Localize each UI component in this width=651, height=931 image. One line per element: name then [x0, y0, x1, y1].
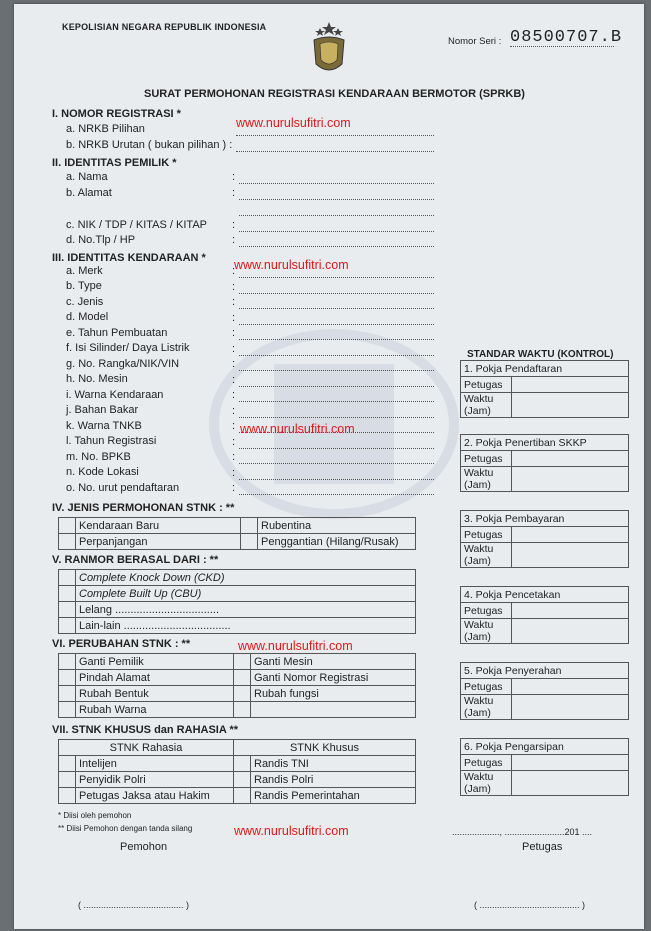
form-paper [14, 4, 644, 929]
petugas-label: Petugas [461, 679, 512, 695]
petugas-label: Petugas [461, 377, 512, 393]
waktu-field[interactable] [512, 467, 629, 492]
pokja-title: 5. Pokja Penyerahan [461, 663, 629, 679]
petugas-field[interactable] [512, 527, 629, 543]
footnote-2: ** Diisi Pemohon dengan tanda silang [58, 824, 193, 833]
vehicle-field-2[interactable] [239, 308, 434, 309]
pokja-title: 2. Pokja Penertiban SKKP [461, 435, 629, 451]
randis-tni-option: Randis TNI [251, 756, 416, 772]
section-1-title: I. NOMOR REGISTRASI * [52, 108, 181, 120]
pokja-title: 1. Pokja Pendaftaran [461, 361, 629, 377]
colon: : [232, 451, 236, 463]
checkbox[interactable] [234, 756, 251, 772]
jam-text: (Jam) [464, 555, 491, 567]
petugas-label: Petugas [461, 603, 512, 619]
waktu-field[interactable] [512, 393, 629, 418]
petugas-field[interactable] [512, 377, 629, 393]
ganti-nomor-option: Ganti Nomor Registrasi [251, 670, 416, 686]
tahun-pembuatan-label: e. Tahun Pembuatan [66, 327, 168, 339]
checkbox[interactable] [234, 654, 251, 670]
petugas-jaksa-option: Petugas Jaksa atau Hakim [76, 788, 234, 804]
waktu-label [461, 467, 512, 492]
petugas-signature-line[interactable]: ( ........................................ ) [474, 900, 586, 910]
colon: : [232, 373, 236, 386]
no-rangka-label: g. No. Rangka/NIK/VIN [66, 358, 180, 370]
section-7-title: VII. STNK KHUSUS dan RAHASIA ** [52, 724, 239, 736]
standar-waktu-title: STANDAR WAKTU (KONTROL) [467, 349, 614, 360]
colon: : [232, 358, 236, 370]
checkbox[interactable] [59, 756, 76, 772]
waktu-label [461, 771, 512, 796]
pokja-table [460, 510, 629, 568]
checkbox[interactable] [59, 670, 76, 686]
nik-label: c. NIK / TDP / KITAS / KITAP [66, 219, 207, 231]
kode-lokasi-label: n. Kode Lokasi [66, 466, 139, 478]
vehicle-field-6[interactable] [239, 370, 434, 371]
checkbox[interactable] [241, 534, 258, 550]
watermark-text: www.nurulsufitri.com [238, 639, 353, 653]
checkbox[interactable] [234, 686, 251, 702]
vehicle-field-8[interactable] [239, 401, 434, 402]
colon: : [232, 420, 236, 432]
waktu-field[interactable] [512, 543, 629, 568]
watermark-text: www.nurulsufitri.com [240, 422, 355, 436]
vehicle-field-9[interactable] [239, 417, 434, 418]
nrkb-urutan-field[interactable] [236, 151, 434, 152]
nrkb-pilihan-field[interactable] [236, 135, 434, 136]
checkbox[interactable] [59, 788, 76, 804]
colon: : [232, 327, 236, 339]
watermark-text: www.nurulsufitri.com [234, 258, 349, 272]
form-title: SURAT PERMOHONAN REGISTRASI KENDARAAN BERMOTOR (SPRKB) [144, 88, 525, 100]
type-label: b. Type [66, 280, 102, 292]
alamat-field-1[interactable] [239, 199, 434, 200]
tahun-registrasi-label: l. Tahun Registrasi [66, 435, 157, 447]
alamat-label: b. Alamat [66, 187, 112, 199]
colon: : [232, 219, 236, 231]
lain-lain-option: Lain-lain ................................... [76, 618, 416, 634]
vehicle-field-13[interactable] [239, 479, 434, 480]
lelang-option: Lelang .................................. [76, 602, 416, 618]
cbu-option: Complete Built Up (CBU) [76, 586, 416, 602]
rubentina-option: Rubentina [258, 518, 416, 534]
pokja-table [460, 360, 629, 418]
waktu-text: Waktu [464, 619, 494, 631]
checkbox[interactable] [59, 602, 76, 618]
petugas-label: Petugas [461, 755, 512, 771]
penyidik-polri-option: Penyidik Polri [76, 772, 234, 788]
waktu-text: Waktu [464, 543, 494, 555]
jam-text: (Jam) [464, 631, 491, 643]
jam-text: (Jam) [464, 405, 491, 417]
pokja-table [460, 662, 629, 720]
pemohon-signature-line[interactable]: ( ........................................ ) [78, 900, 190, 910]
colon: : [232, 234, 236, 246]
nrkb-pilihan-label: a. NRKB Pilihan [66, 123, 145, 135]
merk-label: a. Merk [66, 265, 103, 277]
vehicle-field-10[interactable] [239, 432, 434, 433]
pindah-alamat-option: Pindah Alamat [76, 670, 234, 686]
colon: : [232, 389, 236, 401]
checkbox[interactable] [241, 518, 258, 534]
police-emblem-icon [306, 22, 352, 76]
randis-pemerintahan-option: Randis Pemerintahan [251, 788, 416, 804]
kendaraan-baru-option: Kendaraan Baru [76, 518, 241, 534]
model-label: d. Model [66, 311, 109, 323]
vehicle-field-14[interactable] [239, 494, 434, 495]
checkbox[interactable] [234, 772, 251, 788]
pokja-title: 3. Pokja Pembayaran [461, 511, 629, 527]
vehicle-field-12[interactable] [239, 463, 434, 464]
serial-label: Nomor Seri : [448, 36, 502, 47]
checkbox[interactable] [59, 702, 76, 718]
checkbox[interactable] [59, 654, 76, 670]
perpanjangan-option: Perpanjangan [76, 534, 241, 550]
penggantian-option: Penggantian (Hilang/Rusak) [258, 534, 416, 550]
section-3-title: III. IDENTITAS KENDARAAN * [52, 252, 206, 264]
waktu-field[interactable] [512, 771, 629, 796]
no-mesin-label: h. No. Mesin [66, 373, 128, 385]
waktu-field[interactable] [512, 619, 629, 644]
jam-text: (Jam) [464, 707, 491, 719]
waktu-label [461, 543, 512, 568]
waktu-label [461, 619, 512, 644]
alamat-field-2[interactable] [239, 215, 434, 216]
colon: : [232, 171, 236, 183]
vehicle-field-4[interactable] [239, 339, 434, 340]
section-5-title: V. RANMOR BERASAL DARI : ** [52, 554, 219, 566]
rubah-bentuk-option: Rubah Bentuk [76, 686, 234, 702]
checkbox[interactable] [59, 586, 76, 602]
telp-label: d. No.Tlp / HP [66, 234, 136, 246]
colon: : [232, 187, 236, 199]
watermark-text: www.nurulsufitri.com [236, 116, 351, 130]
jam-text: (Jam) [464, 479, 491, 491]
waktu-text: Waktu [464, 467, 494, 479]
waktu-text: Waktu [464, 393, 494, 405]
checkbox[interactable] [59, 534, 76, 550]
colon: : [232, 311, 236, 324]
vehicle-field-11[interactable] [239, 448, 434, 449]
ckd-option: Complete Knock Down (CKD) [76, 570, 416, 586]
colon: : [232, 265, 236, 277]
pokja-table [460, 738, 629, 796]
checkbox[interactable] [59, 518, 76, 534]
petugas-label: Petugas [522, 841, 563, 853]
colon: : [232, 404, 236, 417]
waktu-field[interactable] [512, 695, 629, 720]
waktu-text: Waktu [464, 771, 494, 783]
date-line[interactable]: ..................., ........................201 .... [452, 827, 593, 837]
rubah-warna-option: Rubah Warna [76, 702, 234, 718]
section-2-title: II. IDENTITAS PEMILIK * [52, 157, 177, 169]
bahan-bakar-label: j. Bahan Bakar [66, 404, 139, 416]
colon: : [232, 280, 236, 293]
pemohon-label: Pemohon [120, 841, 168, 853]
isi-silinder-label: f. Isi Silinder/ Daya Listrik [66, 342, 190, 354]
petugas-field[interactable] [512, 755, 629, 771]
section-4-title: IV. JENIS PERMOHONAN STNK : ** [52, 502, 235, 514]
stnk-khusus-table [58, 739, 416, 804]
vehicle-field-7[interactable] [239, 386, 434, 387]
petugas-field[interactable] [512, 603, 629, 619]
petugas-field[interactable] [512, 451, 629, 467]
telp-field[interactable] [239, 246, 434, 247]
checkbox[interactable] [234, 702, 251, 718]
colon: : [232, 342, 236, 355]
ranmor-asal-table [58, 569, 416, 634]
vehicle-field-0[interactable] [239, 277, 434, 278]
checkbox[interactable] [59, 686, 76, 702]
waktu-label [461, 393, 512, 418]
intelijen-option: Intelijen [76, 756, 234, 772]
pokja-table [460, 434, 629, 492]
pokja-title: 6. Pokja Pengarsipan [461, 739, 629, 755]
nama-field[interactable] [239, 183, 434, 184]
vehicle-field-1[interactable] [239, 293, 434, 294]
petugas-field[interactable] [512, 679, 629, 695]
no-urut-label: o. No. urut pendaftaran [66, 482, 180, 494]
empty-cell [251, 702, 416, 718]
stnk-khusus-header: STNK Khusus [234, 740, 416, 756]
serial-number: 08500707.B [510, 28, 623, 47]
nrkb-urutan-label: b. NRKB Urutan ( bukan pilihan ) : [66, 139, 233, 151]
colon: : [232, 296, 236, 308]
no-bpkb-label: m. No. BPKB [66, 451, 131, 463]
warna-kendaraan-label: i. Warna Kendaraan [66, 389, 164, 401]
checkbox[interactable] [59, 570, 76, 586]
colon: : [232, 435, 236, 448]
colon: : [232, 482, 236, 494]
checkbox[interactable] [59, 772, 76, 788]
vehicle-field-5[interactable] [239, 355, 434, 356]
petugas-label: Petugas [461, 527, 512, 543]
nama-label: a. Nama [66, 171, 108, 183]
jam-text: (Jam) [464, 783, 491, 795]
perubahan-stnk-table [58, 653, 416, 718]
colon: : [232, 466, 236, 479]
footnote-1: * Diisi oleh pemohon [58, 811, 132, 820]
jenis-permohonan-table [58, 517, 416, 550]
institution-name: KEPOLISIAN NEGARA REPUBLIK INDONESIA [62, 22, 267, 32]
watermark-text: www.nurulsufitri.com [234, 824, 349, 838]
section-6-title: VI. PERUBAHAN STNK : ** [52, 638, 191, 650]
checkbox[interactable] [59, 618, 76, 634]
waktu-label [461, 695, 512, 720]
nik-field[interactable] [239, 231, 434, 232]
ganti-mesin-option: Ganti Mesin [251, 654, 416, 670]
stnk-rahasia-header: STNK Rahasia [59, 740, 234, 756]
checkbox[interactable] [234, 788, 251, 804]
pokja-title: 4. Pokja Pencetakan [461, 587, 629, 603]
rubah-fungsi-option: Rubah fungsi [251, 686, 416, 702]
jenis-label: c. Jenis [66, 296, 104, 308]
ganti-pemilik-option: Ganti Pemilik [76, 654, 234, 670]
petugas-label: Petugas [461, 451, 512, 467]
vehicle-field-3[interactable] [239, 324, 434, 325]
randis-polri-option: Randis Polri [251, 772, 416, 788]
warna-tnkb-label: k. Warna TNKB [66, 420, 142, 432]
waktu-text: Waktu [464, 695, 494, 707]
checkbox[interactable] [234, 670, 251, 686]
pokja-table [460, 586, 629, 644]
